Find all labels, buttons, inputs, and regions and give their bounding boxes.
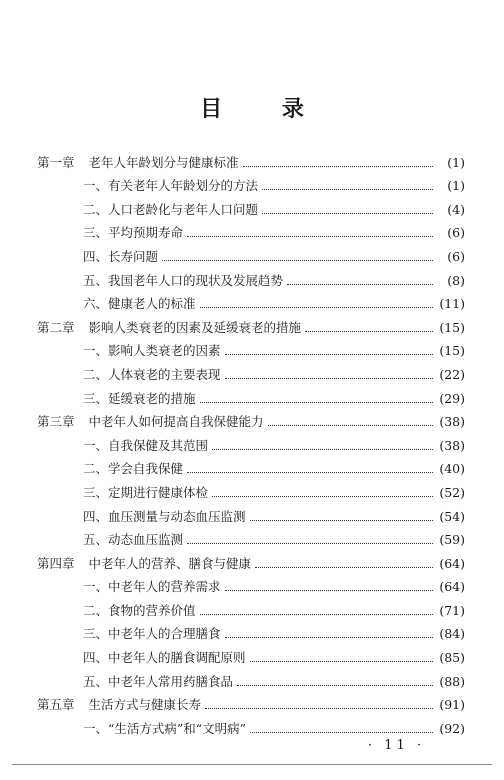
toc-section-entry	[37, 571, 465, 595]
dot-leader	[205, 707, 433, 709]
dot-leader	[305, 330, 433, 332]
entry-page-number: (4)	[447, 201, 465, 217]
entry-title: 中老年人如何提高自我保健能力	[88, 414, 264, 430]
dot-leader	[250, 660, 433, 662]
dot-leader	[237, 684, 433, 686]
entry-page-number: (59)	[439, 532, 465, 548]
dot-leader	[255, 566, 433, 568]
toc-section-entry	[37, 453, 465, 477]
toc-chapter-entry	[37, 311, 465, 335]
entry-page-number: (38)	[439, 414, 465, 430]
toc-chapter-entry	[37, 689, 465, 713]
entry-page-number: (6)	[447, 248, 465, 264]
toc-section-entry	[37, 524, 465, 548]
toc-chapter-entry	[37, 146, 465, 170]
entry-page-number: (15)	[439, 343, 465, 359]
dot-leader	[212, 495, 433, 497]
chapter-number: 第四章	[37, 555, 75, 571]
entry-page-number: (52)	[439, 484, 465, 500]
entry-title: 一、“生活方式病”和“文明病”	[83, 720, 247, 736]
dot-leader	[200, 401, 433, 403]
dot-leader	[287, 283, 433, 285]
toc-section-entry	[37, 217, 465, 241]
page-title: 目 录	[200, 97, 330, 122]
toc-section-entry	[37, 335, 465, 359]
toc-chapter-entry	[37, 547, 465, 571]
chapter-number: 第五章	[37, 697, 75, 713]
entry-title: 一、自我保健及其范围	[83, 437, 209, 453]
toc-section-entry	[37, 382, 465, 406]
entry-page-number: (88)	[439, 673, 465, 689]
dot-leader	[262, 212, 433, 214]
entry-page-number: (40)	[439, 461, 465, 477]
toc-section-entry	[37, 641, 465, 665]
toc-section-entry	[37, 240, 465, 264]
entry-page-number: (64)	[439, 579, 465, 595]
entry-title: 三、定期进行健康体检	[83, 484, 209, 500]
dot-leader	[187, 471, 433, 473]
entry-page-number: (85)	[439, 650, 465, 666]
table-of-contents	[37, 146, 465, 736]
dot-leader	[162, 259, 433, 261]
dot-leader	[187, 235, 433, 237]
entry-title: 二、学会自我保健	[83, 461, 184, 477]
toc-section-entry	[37, 358, 465, 382]
dot-leader	[200, 306, 433, 308]
entry-page-number: (6)	[447, 225, 465, 241]
entry-title: 二、人口老龄化与老年人口问题	[83, 201, 259, 217]
entry-title: 五、动态血压监测	[83, 532, 184, 548]
entry-title: 四、中老年人的膳食调配原则	[83, 650, 246, 666]
dot-leader	[268, 424, 433, 426]
dot-leader	[225, 636, 433, 638]
entry-page-number: (71)	[439, 602, 465, 618]
entry-title: 五、我国老年人口的现状及发展趋势	[83, 272, 284, 288]
dot-leader	[250, 519, 433, 521]
entry-title: 中老年人的营养、膳食与健康	[88, 555, 252, 571]
toc-section-entry	[37, 193, 465, 217]
entry-page-number: (29)	[439, 390, 465, 406]
toc-chapter-entry	[37, 406, 465, 430]
entry-title: 五、中老年人常用药膳食品	[83, 673, 234, 689]
entry-title: 四、长寿问题	[83, 248, 159, 264]
toc-section-entry	[37, 500, 465, 524]
entry-page-number: (84)	[439, 626, 465, 642]
toc-section-entry	[37, 288, 465, 312]
entry-title: 一、影响人类衰老的因素	[83, 343, 221, 359]
dot-leader	[250, 731, 433, 733]
entry-page-number: (64)	[439, 555, 465, 571]
toc-section-entry	[37, 170, 465, 194]
toc-section-entry	[37, 594, 465, 618]
dot-leader	[225, 353, 433, 355]
dot-leader	[200, 613, 433, 615]
toc-section-entry	[37, 429, 465, 453]
entry-page-number: (1)	[447, 154, 465, 170]
entry-title: 三、平均预期寿命	[83, 225, 184, 241]
entry-title: 一、中老年人的营养需求	[83, 579, 221, 595]
bottom-rule	[12, 764, 492, 765]
entry-title: 三、延缓衰老的措施	[83, 390, 196, 406]
entry-title: 四、血压测量与动态血压监测	[83, 508, 246, 524]
entry-title: 二、人体衰老的主要表现	[83, 366, 221, 382]
toc-section-entry	[37, 476, 465, 500]
page-number: · 11 ·	[368, 738, 426, 753]
dot-leader	[262, 188, 433, 190]
toc-section-entry	[37, 665, 465, 689]
entry-page-number: (8)	[447, 272, 465, 288]
entry-title: 生活方式与健康长寿	[88, 697, 202, 713]
entry-title: 三、中老年人的合理膳食	[83, 626, 221, 642]
toc-section-entry	[37, 712, 465, 736]
dot-leader	[243, 165, 433, 167]
entry-title: 影响人类衰老的因素及延缓衰老的措施	[88, 319, 302, 335]
dot-leader	[225, 589, 433, 591]
toc-section-entry	[37, 264, 465, 288]
toc-section-entry	[37, 618, 465, 642]
entry-title: 一、有关老年人年龄划分的方法	[83, 178, 259, 194]
chapter-number: 第二章	[37, 319, 75, 335]
entry-title: 二、食物的营养价值	[83, 602, 196, 618]
dot-leader	[212, 448, 433, 450]
entry-page-number: (11)	[439, 296, 465, 312]
entry-page-number: (92)	[439, 720, 465, 736]
dot-leader	[187, 542, 433, 544]
entry-title: 六、健康老人的标准	[83, 296, 196, 312]
entry-page-number: (91)	[439, 697, 465, 713]
chapter-number: 第一章	[37, 154, 75, 170]
entry-page-number: (15)	[439, 319, 465, 335]
dot-leader	[225, 377, 433, 379]
entry-page-number: (38)	[439, 437, 465, 453]
entry-title: 老年人年龄划分与健康标准	[88, 154, 239, 170]
entry-page-number: (54)	[439, 508, 465, 524]
entry-page-number: (1)	[447, 178, 465, 194]
entry-page-number: (22)	[439, 366, 465, 382]
chapter-number: 第三章	[37, 414, 75, 430]
